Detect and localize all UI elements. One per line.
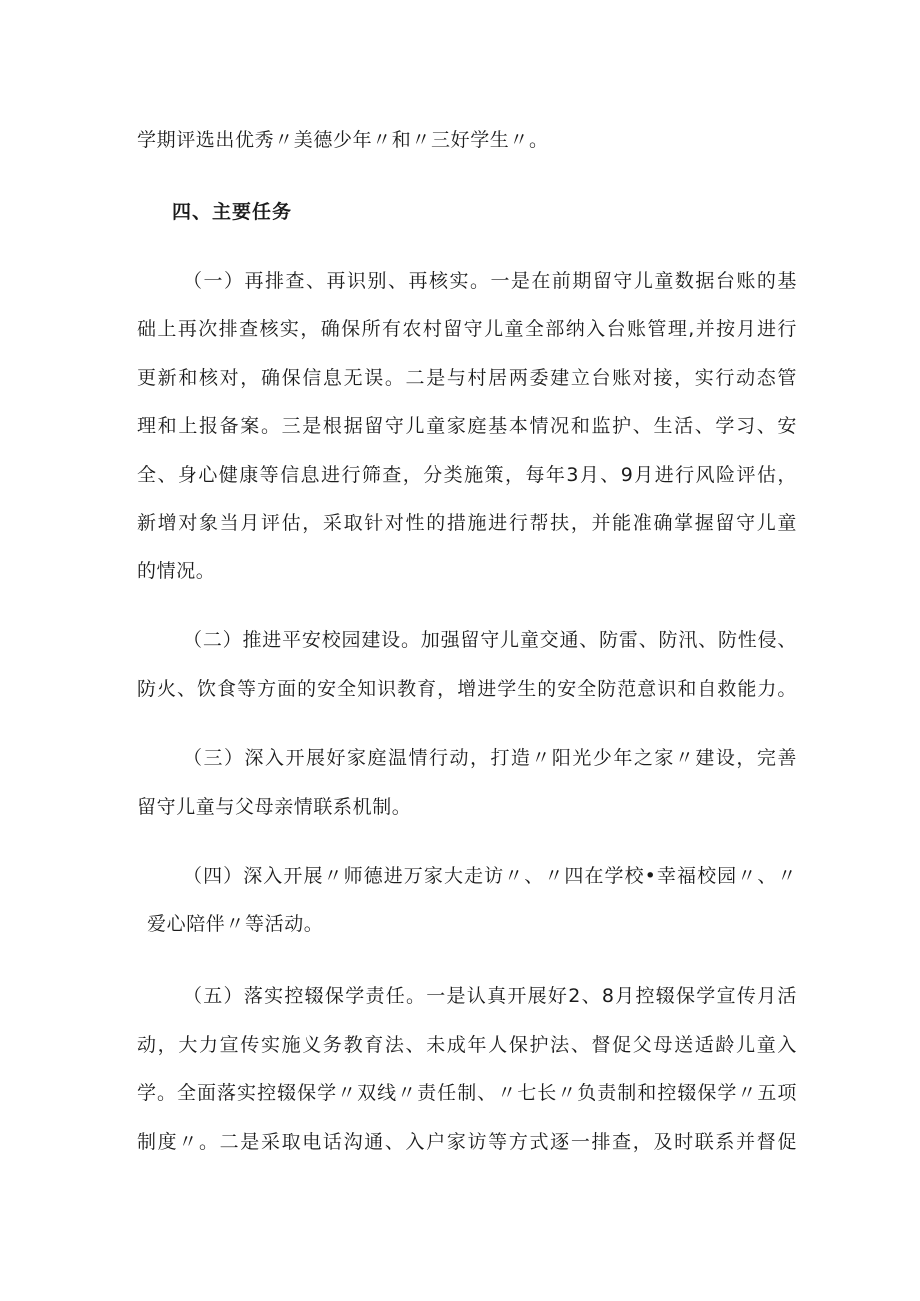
task-1-line-5: 全、身心健康等信息进行筛查，分类施策，每年3月、9月进行风险评估， — [137, 464, 797, 486]
task-1-line-2: 础上再次排查核实，确保所有农村留守儿童全部纳入台账管理,并按月进行 — [137, 318, 797, 340]
task-5-line-1: （五）落实控辍保学责任。一是认真开展好2、8月控辍保学宣传月活 — [183, 985, 797, 1007]
task-1-line-3: 更新和核对，确保信息无误。二是与村居两委建立台账对接，实行动态管 — [137, 367, 797, 389]
task-2-line-2: 防火、饮食等方面的安全知识教育，增进学生的安全防范意识和自救能力。 — [137, 678, 797, 700]
task-5-line-2: 动，大力宣传实施义务教育法、未成年人保护法、督促父母送适龄儿童入 — [137, 1034, 797, 1056]
task-1-line-4: 理和上报备案。三是根据留守儿童家庭基本情况和监护、生活、学习、安 — [137, 415, 797, 437]
section-heading: 四、主要任务 — [172, 201, 293, 223]
task-5-line-3: 学。全面落实控辍保学〃双线〃责任制、〃七长〃负责制和控辍保学〃五项 — [137, 1082, 797, 1104]
intro-line: 学期评选出优秀〃美德少年〃和〃三好学生〃。 — [137, 129, 549, 151]
task-1-line-6: 新增对象当月评估，采取针对性的措施进行帮扶，并能准确掌握留守儿童 — [137, 512, 797, 534]
task-2-line-1: （二）推进平安校园建设。加强留守儿童交通、防雷、防汛、防性侵、 — [183, 629, 797, 651]
task-4-line-2: 爱心陪伴〃等活动。 — [147, 913, 324, 935]
task-1-line-1: （一）再排查、再识别、再核实。一是在前期留守儿童数据台账的基 — [183, 270, 797, 292]
task-4-line-1: （四）深入开展〃师德进万家大走访〃、〃四在学校•幸福校园〃、〃 — [183, 865, 797, 887]
task-5-line-4: 制度〃。二是采取电话沟通、入户家访等方式逐一排查，及时联系并督促 — [137, 1131, 797, 1153]
task-1-line-7: 的情况。 — [137, 560, 216, 582]
task-3-line-2: 留守儿童与父母亲情联系机制。 — [137, 796, 412, 818]
task-3-line-1: （三）深入开展好家庭温情行动，打造〃阳光少年之家〃建设，完善 — [183, 747, 797, 769]
